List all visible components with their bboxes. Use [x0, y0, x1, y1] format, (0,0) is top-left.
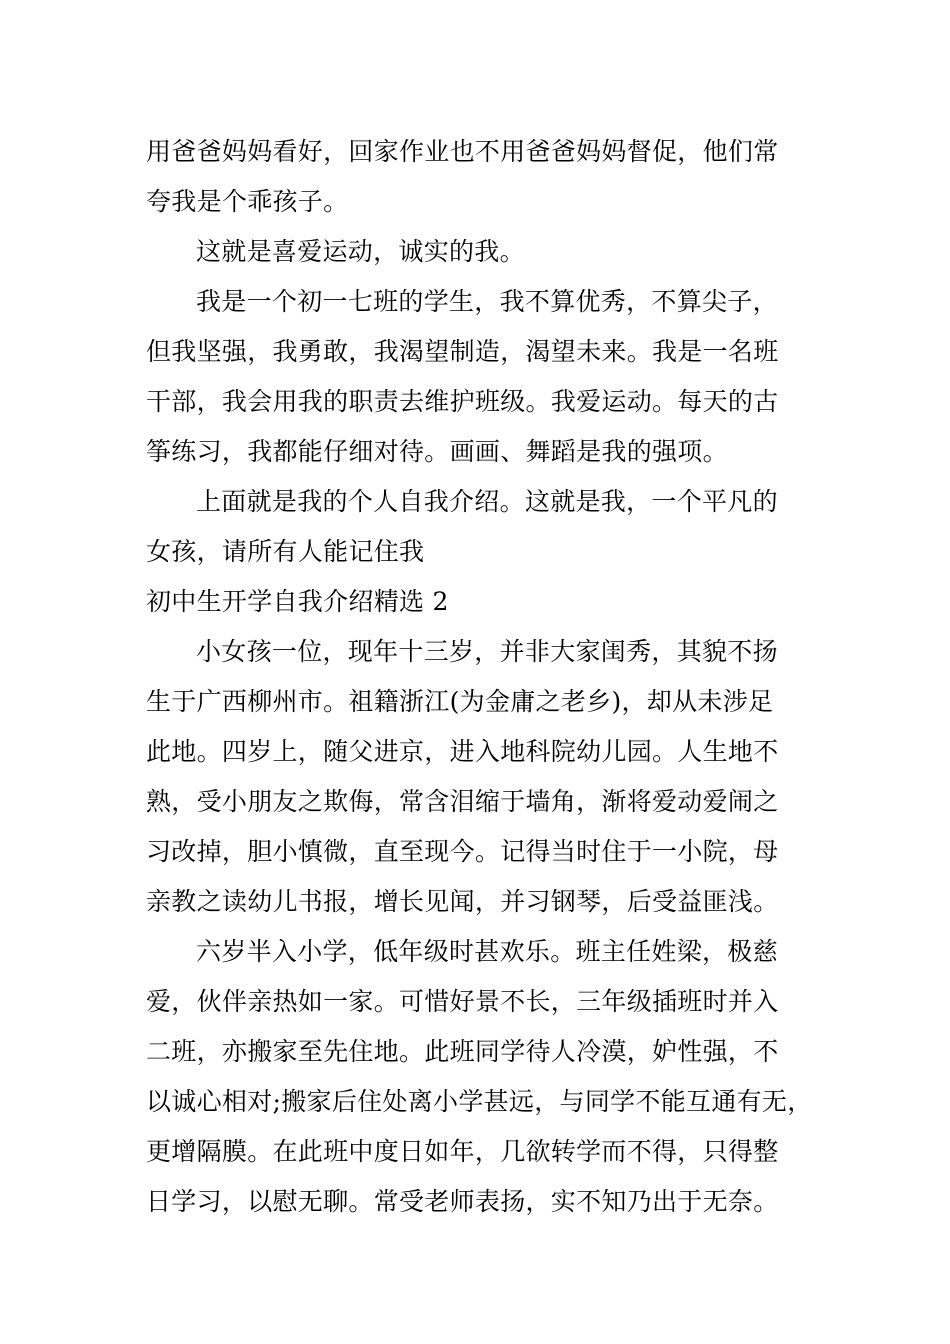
- section-heading: 初中生开学自我介绍精选 2: [146, 587, 449, 616]
- text-line: 以诚心相对;搬家后住处离小学甚远，与同学不能互通有无，: [146, 1087, 813, 1116]
- paragraph-first-line: 上面就是我的个人自我介绍。这就是我，一个平凡的: [196, 487, 778, 516]
- text-line: 此地。四岁上，随父进京，进入地科院幼儿园。人生地不: [146, 737, 779, 766]
- text-line: 干部，我会用我的职责去维护班级。我爱运动。每天的古: [146, 387, 779, 416]
- text-line: 爱，伙伴亲热如一家。可惜好景不长，三年级插班时并入: [146, 987, 779, 1016]
- text-line: 但我坚强，我勇敢，我渴望制造，渴望未来。我是一名班: [146, 337, 779, 366]
- text-line: 更增隔膜。在此班中度日如年，几欲转学而不得，只得整: [146, 1137, 779, 1166]
- text-line: 日学习，以慰无聊。常受老师表扬，实不知乃出于无奈。: [146, 1187, 779, 1216]
- paragraph-first-line: 六岁半入小学，低年级时甚欢乐。班主任姓梁，极慈: [196, 937, 778, 966]
- document-body: [146, 127, 812, 1227]
- text-line: 二班，亦搬家至先住地。此班同学待人冷漠，妒性强，不: [146, 1037, 779, 1066]
- paragraph-first-line: 我是一个初一七班的学生，我不算优秀，不算尖子，: [196, 287, 778, 316]
- text-line: 习改掉，胆小慎微，直至现今。记得当时住于一小院，母: [146, 837, 779, 866]
- text-line: 熟，受小朋友之欺侮，常含泪缩于墙角，渐将爱动爱闹之: [146, 787, 779, 816]
- text-line: 筝练习，我都能仔细对待。画画、舞蹈是我的强项。: [146, 437, 728, 466]
- text-line: 女孩，请所有人能记住我: [146, 537, 425, 566]
- text-line: 用爸爸妈妈看好，回家作业也不用爸爸妈妈督促，他们常: [146, 137, 779, 166]
- text-line: 生于广西柳州市。祖籍浙江(为金庸之老乡)，却从未涉足: [146, 687, 774, 716]
- text-line: 夸我是个乖孩子。: [146, 187, 349, 216]
- paragraph-first-line: 这就是喜爱运动，诚实的我。: [196, 237, 525, 266]
- text-line: 亲教之读幼儿书报，增长见闻，并习钢琴，后受益匪浅。: [146, 887, 779, 916]
- paragraph-first-line: 小女孩一位，现年十三岁，并非大家闺秀，其貌不扬: [196, 637, 778, 666]
